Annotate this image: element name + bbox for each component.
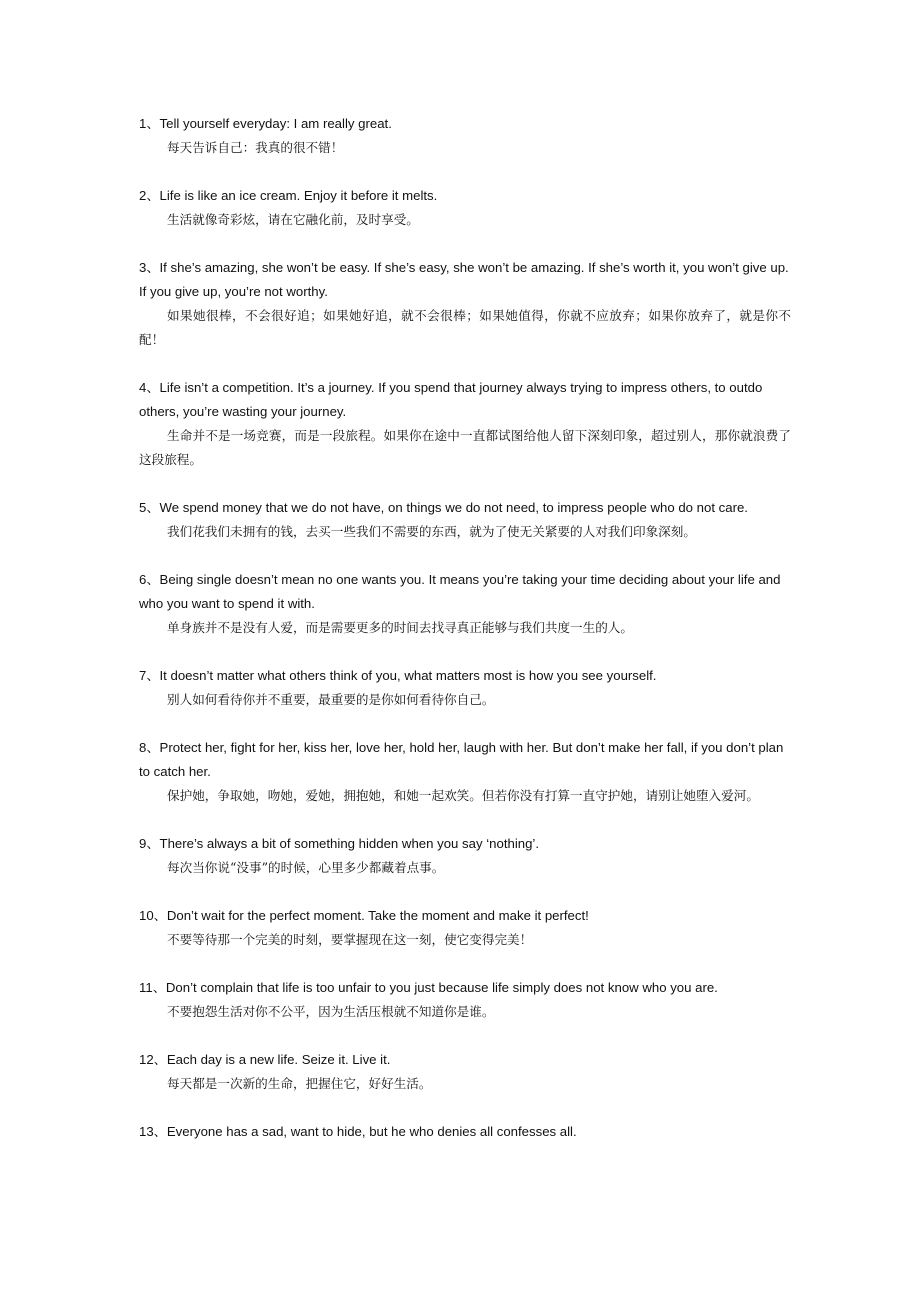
quote-chinese: 单身族并不是没有人爱，而是需要更多的时间去找寻真正能够与我们共度一生的人。: [167, 620, 633, 635]
quote-english: 7、It doesn’t matter what others think of you, what matters most is how you see yourself.: [139, 668, 657, 683]
quote-item: [139, 832, 791, 880]
quote-item: [139, 736, 791, 808]
quote-english: 5、We spend money that we do not have, on things we do not need, to impress people who do not care.: [139, 500, 748, 515]
quote-chinese: 生命并不是一场竞赛，而是一段旅程。如果你在途中一直都试图给他人留下深刻印象，超过别人，那你就浪费了这段旅程。: [139, 428, 791, 467]
quote-english: 4、Life isn’t a competition. It’s a journey. If you spend that journey always trying to impress others, to outdo others, you’re wasting your journey.: [139, 380, 763, 419]
quote-chinese: 保护她，争取她，吻她，爱她，拥抱她，和她一起欢笑。但若你没有打算一直守护她，请别让她堕入爱河。: [167, 788, 759, 803]
quote-item: [139, 1120, 791, 1144]
quote-item: [139, 376, 791, 472]
quote-chinese: 如果她很棒，不会很好追；如果她好追，就不会很棒；如果她值得，你就不应放弃；如果你放弃了，就是你不配！: [139, 308, 791, 347]
quote-english: 11、Don’t complain that life is too unfair to you just because life simply does not know who you are.: [139, 980, 718, 995]
quote-english: 13、Everyone has a sad, want to hide, but he who denies all confesses all.: [139, 1124, 577, 1139]
quote-chinese: 每次当你说“没事”的时候，心里多少都藏着点事。: [167, 860, 445, 875]
quote-english: 1、Tell yourself everyday: I am really great.: [139, 116, 392, 131]
quote-item: [139, 184, 791, 232]
quote-english: 2、Life is like an ice cream. Enjoy it before it melts.: [139, 188, 438, 203]
quote-item: [139, 256, 791, 352]
quote-english: 10、Don’t wait for the perfect moment. Take the moment and make it perfect!: [139, 908, 589, 923]
quote-english: 8、Protect her, fight for her, kiss her, love her, hold her, laugh with her. But don’t make her fall, if you don’t plan to catch her.: [139, 740, 784, 779]
quote-chinese: 每天告诉自己：我真的很不错！: [167, 140, 344, 155]
quote-item: [139, 904, 791, 952]
quote-item: [139, 112, 791, 160]
quote-chinese: 我们花我们未拥有的钱，去买一些我们不需要的东西，就为了使无关紧要的人对我们印象深刻。: [167, 524, 696, 539]
quote-item: [139, 568, 791, 640]
quote-chinese: 不要抱怨生活对你不公平，因为生活压根就不知道你是谁。: [167, 1004, 495, 1019]
quote-item: [139, 496, 791, 544]
quote-english: 12、Each day is a new life. Seize it. Live it.: [139, 1052, 391, 1067]
quote-item: [139, 1048, 791, 1096]
document-page: [139, 112, 791, 1168]
quote-chinese: 每天都是一次新的生命，把握住它，好好生活。: [167, 1076, 432, 1091]
quote-chinese: 不要等待那一个完美的时刻，要掌握现在这一刻，使它变得完美！: [167, 932, 533, 947]
quote-chinese: 别人如何看待你并不重要，最重要的是你如何看待你自己。: [167, 692, 495, 707]
quote-english: 3、If she’s amazing, she won’t be easy. If she’s easy, she won’t be amazing. If she’s worth it, you won’t give up. If you give up, you’re not worthy.: [139, 260, 789, 299]
quote-english: 6、Being single doesn’t mean no one wants you. It means you’re taking your time deciding about your life and who you want to spend it with.: [139, 572, 781, 611]
quote-chinese: 生活就像奇彩炫，请在它融化前，及时享受。: [167, 212, 419, 227]
quote-item: [139, 664, 791, 712]
quote-item: [139, 976, 791, 1024]
quote-english: 9、There’s always a bit of something hidden when you say ‘nothing’.: [139, 836, 540, 851]
